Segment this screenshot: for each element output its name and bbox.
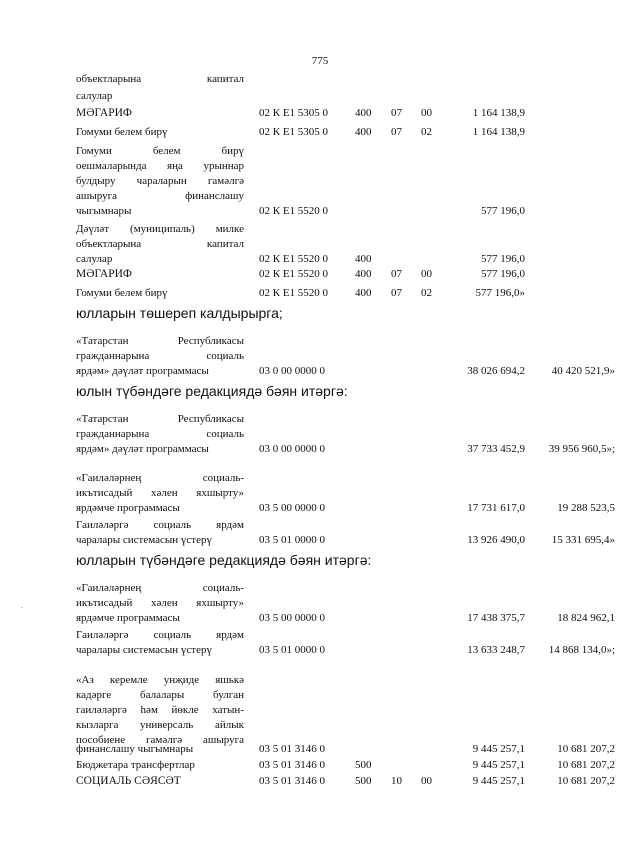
table-row [0,702,640,716]
table-row [0,124,640,138]
row-code: 03 5 01 0000 0 [259,534,325,546]
row-name: ярдәмче программасы [76,502,180,514]
table-row [0,251,640,265]
table-row [0,595,640,609]
row-rz: 10 [391,775,402,787]
row-name: кызларга универсаль айлык [76,719,244,731]
row-code: 02 К Е1 5520 0 [259,268,329,280]
instruction-replace-rows: юлларын түбәндәге редакциядә бәян итәргә: [76,552,372,568]
table-row [0,627,640,641]
row-pr: 00 [421,107,432,119]
table-row [0,143,640,157]
row-sum-1: 37 733 452,9 [467,443,525,455]
row-sum-1: 577 196,0» [475,287,525,299]
row-name: гражданнарына социаль [76,428,244,440]
row-sum-1: 577 196,0 [481,205,525,217]
row-sum-1: 577 196,0 [481,253,525,265]
row-ved: 400 [355,268,372,280]
row-name: кадәрге балалары булган [76,689,244,701]
row-name: чаралары системасын үстерү [76,534,212,546]
row-ved: 500 [355,759,372,771]
table-row [0,717,640,731]
table-row [0,173,640,187]
row-name: «Татарстан Республикасы [76,413,244,425]
row-name: ашыруга финанслашу [76,190,244,202]
table-row [0,441,640,455]
row-name: МӘГАРИФ [76,268,133,280]
row-sum-2: 40 420 521,9» [551,365,615,377]
row-name: чаралары системасын үстерү [76,644,212,656]
row-rz: 07 [391,107,402,119]
row-sum-1: 1 164 138,9 [472,126,525,138]
row-code: 03 0 00 0000 0 [259,443,325,455]
row-rz: 07 [391,268,402,280]
row-sum-2: 10 681 207,2 [557,759,615,771]
table-row [0,672,640,686]
row-name: Гомуми белем бирү [76,145,244,157]
table-row [0,757,640,771]
row-code: 03 0 00 0000 0 [259,365,325,377]
row-code: 02 К Е1 5305 0 [259,126,329,138]
row-ved: 400 [355,126,372,138]
row-name: Дәүләт (муниципаль) милке [76,223,244,235]
row-code: 03 5 01 3146 0 [259,759,325,771]
table-row [0,158,640,172]
row-code: 02 К Е1 5520 0 [259,287,329,299]
row-name: Бюджетара трансфертлар [76,759,195,771]
table-row [0,333,640,347]
table-row [0,71,640,85]
row-name: «Гаиләләрнең социаль- [76,582,244,594]
instruction-replace: юлын түбәндәге редакциядә бәян итәргә: [76,383,348,399]
table-row [0,236,640,250]
row-sum-1: 17 438 375,7 [467,612,525,624]
table-row [0,266,640,280]
row-sum-1: 9 445 257,1 [472,775,525,787]
row-name: объектларына капитал [76,238,244,250]
row-rz: 07 [391,126,402,138]
row-name: Гаиләләргә социаль ярдәм [76,629,244,641]
row-name: ярдәм» дәүләт программасы [76,365,209,377]
row-name: Гомуми белем бирү [76,126,168,138]
row-pr: 02 [421,287,432,299]
row-code: 02 К Е1 5520 0 [259,253,329,265]
table-row [0,411,640,425]
page-number: 775 [311,55,329,67]
row-name: чыгымнары [76,205,132,217]
table-row [0,773,640,787]
row-name: гражданнарына социаль [76,350,244,362]
row-code: 03 5 01 3146 0 [259,775,325,787]
row-pr: 02 [421,126,432,138]
table-row [0,500,640,514]
table-row [0,363,640,377]
row-pr: 00 [421,775,432,787]
row-sum-2: 10 681 207,2 [557,775,615,787]
row-name: ярдәм» дәүләт программасы [76,443,209,455]
row-code: 02 К Е1 5520 0 [259,205,329,217]
row-name: МӘГАРИФ [76,107,133,119]
row-sum-1: 9 445 257,1 [472,759,525,771]
row-ved: 500 [355,775,372,787]
margin-mark: . [21,601,23,610]
table-row [0,580,640,594]
table-row [0,532,640,546]
row-sum-2: 39 956 960,5»; [548,443,615,455]
table-row [0,426,640,440]
row-rz: 07 [391,287,402,299]
table-row [0,610,640,624]
row-name: гаиләләргә һәм йөкле хатын- [76,704,244,716]
row-name: оешмаларында яңа урыннар [76,160,244,172]
row-sum-2: 14 868 134,0»; [548,644,615,656]
table-row [0,88,640,102]
instruction-delete: юлларын төшереп калдырырга; [76,305,283,321]
table-row [0,348,640,362]
row-sum-1: 577 196,0 [481,268,525,280]
row-code: 03 5 00 0000 0 [259,612,325,624]
table-row [0,203,640,217]
row-sum-1: 1 164 138,9 [472,107,525,119]
row-name: «Аз керемле унҗиде яшькә [76,674,244,686]
table-row [0,517,640,531]
row-name: СОЦИАЛЬ СӘЯСӘТ [76,775,181,787]
table-row [0,105,640,119]
table-row [0,642,640,656]
row-sum-2: 18 824 962,1 [557,612,615,624]
row-sum-1: 9 445 257,1 [472,743,525,755]
row-code: 03 5 01 3146 0 [259,743,325,755]
table-row [0,687,640,701]
row-name: Гаиләләргә социаль ярдәм [76,519,244,531]
table-row [0,188,640,202]
row-name: ярдәмче программасы [76,612,180,624]
row-sum-1: 38 026 694,2 [467,365,525,377]
table-row [0,221,640,235]
table-row [0,741,640,755]
row-name: объектларына капитал [76,73,244,85]
table-row [0,470,640,484]
row-name: «Гаиләләрнең социаль- [76,472,244,484]
row-name: булдыру чараларын гамәлгә [76,175,244,187]
row-code: 03 5 01 0000 0 [259,644,325,656]
row-sum-1: 17 731 617,0 [467,502,525,514]
row-ved: 400 [355,287,372,299]
row-sum-2: 10 681 207,2 [557,743,615,755]
row-sum-2: 19 288 523,5 [557,502,615,514]
row-name: салулар [76,253,113,265]
row-code: 03 5 00 0000 0 [259,502,325,514]
row-ved: 400 [355,107,372,119]
row-ved: 400 [355,253,372,265]
row-name: Гомуми белем бирү [76,287,168,299]
row-name: икътисадый хәлен яхшырту» [76,597,244,609]
row-code: 02 К Е1 5305 0 [259,107,329,119]
row-pr: 00 [421,268,432,280]
row-name: пособиене гамәлгә ашыруга [76,734,244,746]
table-row [0,285,640,299]
row-name: салулар [76,90,113,102]
row-sum-2: 15 331 695,4» [551,534,615,546]
row-name: финанслашу чыгымнары [76,743,194,755]
table-row [0,485,640,499]
row-sum-1: 13 633 248,7 [467,644,525,656]
row-name: икътисадый хәлен яхшырту» [76,487,244,499]
row-sum-1: 13 926 490,0 [467,534,525,546]
row-name: «Татарстан Республикасы [76,335,244,347]
